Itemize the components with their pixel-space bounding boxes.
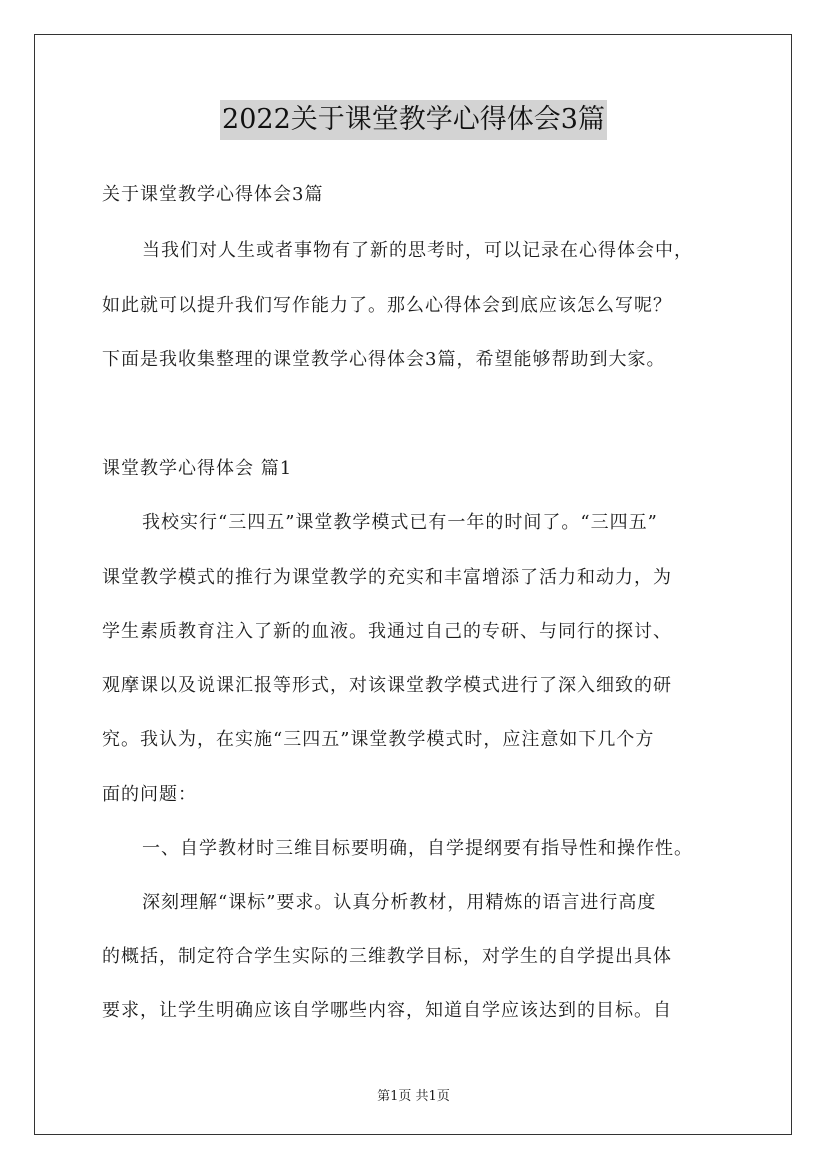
page-footer: 第1页 共1页 — [377, 1089, 450, 1104]
intro-line-3: 下面是我收集整理的课堂教学心得体会3篇，希望能够帮助到大家。 — [102, 349, 666, 370]
intro-line-2: 如此就可以提升我们写作能力了。那么心得体会到底应该怎么写呢？ — [102, 295, 672, 316]
para1-line-2: 课堂教学模式的推行为课堂教学的充实和丰富增添了活力和动力，为 — [102, 567, 672, 588]
para1-line-6: 面的问题： — [102, 784, 197, 805]
para1-line-4: 观摩课以及说课汇报等形式，对该课堂教学模式进行了深入细致的研 — [102, 675, 672, 696]
para2-line-3: 要求，让学生明确应该自学哪些内容，知道自学应该达到的目标。自 — [102, 1000, 672, 1021]
para1-line-5: 究。我认为，在实施“三四五”课堂教学模式时，应注意如下几个方 — [102, 729, 655, 750]
section-heading: 课堂教学心得体会 篇1 — [102, 458, 293, 479]
point-1: 一、自学教材时三维目标要明确，自学提纲要有指导性和操作性。 — [142, 838, 693, 859]
para1-line-1: 我校实行“三四五”课堂教学模式已有一年的时间了。“三四五” — [142, 512, 658, 533]
para1-line-3: 学生素质教育注入了新的血液。我通过自己的专研、与同行的探讨、 — [102, 621, 672, 642]
para2-line-2: 的概括，制定符合学生实际的三维教学目标，对学生的自学提出具体 — [102, 946, 672, 967]
para2-line-1: 深刻理解“课标”要求。认真分析教材，用精炼的语言进行高度 — [142, 892, 657, 913]
document-title: 2022关于课堂教学心得体会3篇 — [220, 100, 607, 140]
intro-line-1: 当我们对人生或者事物有了新的思考时，可以记录在心得体会中， — [142, 240, 693, 261]
subtitle: 关于课堂教学心得体会3篇 — [102, 184, 324, 205]
